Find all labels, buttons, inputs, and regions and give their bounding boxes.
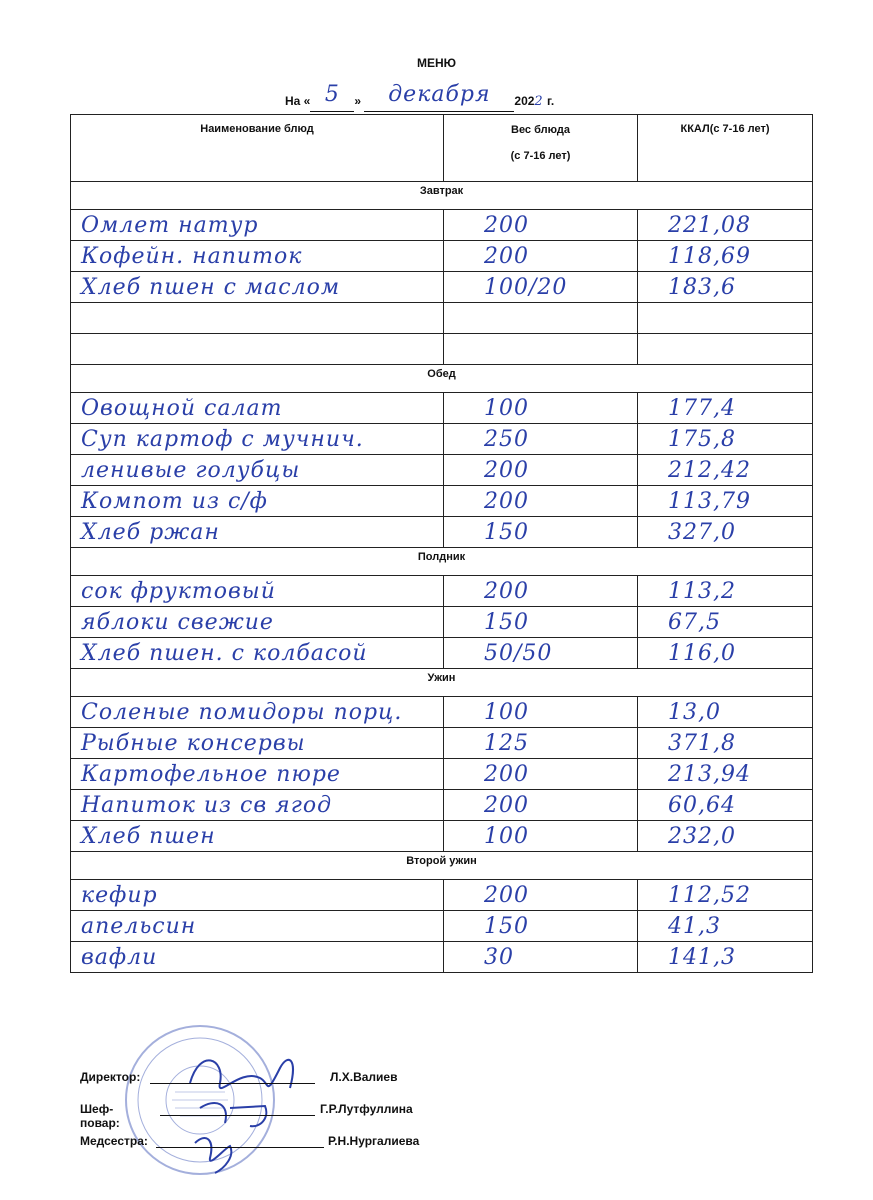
kcal-cell [638, 241, 813, 272]
section-title: Полдник [71, 548, 813, 576]
col-dish-header: Наименование блюд [71, 115, 444, 182]
kcal-cell-text: 327,0 [668, 519, 736, 545]
kcal-cell-text: 183,6 [668, 274, 736, 300]
weight-cell-text: 200 [484, 761, 529, 787]
dish-cell-text: Картофельное пюре [81, 761, 341, 787]
date-prefix: На « [285, 94, 311, 108]
dish-cell [71, 880, 444, 911]
kcal-cell [638, 576, 813, 607]
dish-cell [71, 455, 444, 486]
kcal-cell [638, 607, 813, 638]
table-row [71, 880, 813, 911]
weight-cell-text: 100/20 [484, 274, 568, 300]
dish-cell [71, 911, 444, 942]
table-row [71, 517, 813, 548]
kcal-cell [638, 486, 813, 517]
dish-cell [71, 210, 444, 241]
name-director: Л.Х.Валиев [330, 1070, 398, 1084]
kcal-cell [638, 821, 813, 852]
dish-cell-text: Напиток из св ягод [81, 792, 333, 818]
weight-cell-text: 150 [484, 609, 529, 635]
name-chef: Г.Р.Лутфуллина [320, 1102, 413, 1116]
kcal-cell [638, 697, 813, 728]
kcal-cell-text: 60,64 [668, 792, 736, 818]
table-row [71, 728, 813, 759]
dish-cell-text: Омлет натур [81, 212, 259, 238]
kcal-cell-text: 41,3 [668, 913, 721, 939]
kcal-cell-text: 141,3 [668, 944, 736, 970]
table-row [71, 821, 813, 852]
kcal-cell-text: 232,0 [668, 823, 736, 849]
kcal-cell [638, 880, 813, 911]
table-row [71, 272, 813, 303]
table-row [71, 424, 813, 455]
kcal-cell [638, 210, 813, 241]
weight-cell-text: 100 [484, 699, 529, 725]
table-row [71, 638, 813, 669]
weight-cell [444, 607, 638, 638]
year-digit: 2 [534, 94, 544, 109]
dish-cell [71, 272, 444, 303]
section-title: Завтрак [71, 182, 813, 210]
dish-cell [71, 728, 444, 759]
dish-cell [71, 241, 444, 272]
kcal-cell [638, 272, 813, 303]
kcal-cell-text: 175,8 [668, 426, 736, 452]
dish-cell-text: Хлеб пшен [81, 823, 216, 849]
section-row [71, 852, 813, 880]
kcal-cell-text: 221,08 [668, 212, 751, 238]
weight-cell [444, 517, 638, 548]
dish-cell [71, 486, 444, 517]
handwritten-signatures [170, 1028, 310, 1178]
section-row [71, 548, 813, 576]
kcal-cell [638, 790, 813, 821]
kcal-cell-text: 212,42 [668, 457, 751, 483]
dish-cell-text: апельсин [81, 913, 197, 939]
weight-cell-text: 125 [484, 730, 529, 756]
weight-cell [444, 393, 638, 424]
weight-cell [444, 455, 638, 486]
month-field [364, 82, 514, 112]
menu-table [70, 114, 813, 973]
year-suffix: г. [543, 94, 555, 108]
weight-cell [444, 241, 638, 272]
weight-cell [444, 697, 638, 728]
kcal-cell [638, 911, 813, 942]
table-row [71, 210, 813, 241]
kcal-cell-text: 116,0 [668, 640, 736, 666]
weight-cell-text: 100 [484, 395, 529, 421]
kcal-cell-text: 13,0 [668, 699, 721, 725]
dish-cell [71, 942, 444, 973]
dish-cell [71, 638, 444, 669]
dish-cell [71, 607, 444, 638]
dish-cell-text: Рыбные консервы [81, 730, 306, 756]
weight-cell-text: 200 [484, 882, 529, 908]
section-title: Второй ужин [71, 852, 813, 880]
weight-cell [444, 486, 638, 517]
section-row [71, 669, 813, 697]
table-row [71, 607, 813, 638]
weight-cell [444, 790, 638, 821]
role-chef: Шеф-повар: [80, 1102, 120, 1130]
weight-cell [444, 942, 638, 973]
dish-cell [71, 576, 444, 607]
kcal-cell-text: 177,4 [668, 395, 736, 421]
table-header-row [71, 115, 813, 182]
dish-cell-text: Овощной салат [81, 395, 283, 421]
kcal-cell-text: 118,69 [668, 243, 751, 269]
dish-cell [71, 821, 444, 852]
weight-cell-text: 200 [484, 457, 529, 483]
table-row [71, 241, 813, 272]
weight-cell [444, 334, 638, 365]
kcal-cell [638, 334, 813, 365]
weight-cell-text: 50/50 [484, 640, 553, 666]
kcal-cell-text: 67,5 [668, 609, 721, 635]
signature-line [150, 1083, 315, 1084]
dish-cell [71, 393, 444, 424]
kcal-cell-text: 113,79 [668, 488, 751, 514]
weight-cell-text: 200 [484, 792, 529, 818]
dish-cell [71, 303, 444, 334]
kcal-cell [638, 424, 813, 455]
kcal-cell [638, 517, 813, 548]
signature-line [156, 1147, 324, 1148]
weight-cell-text: 200 [484, 488, 529, 514]
kcal-cell-text: 112,52 [668, 882, 751, 908]
weight-cell-text: 250 [484, 426, 529, 452]
dish-cell-text: Кофейн. напиток [81, 243, 303, 269]
dish-cell-text: яблоки свежие [81, 609, 274, 635]
weight-cell [444, 638, 638, 669]
dish-cell-text: вафли [81, 944, 158, 970]
section-row [71, 182, 813, 210]
dish-cell [71, 697, 444, 728]
dish-cell-text: Компот из с/ф [81, 488, 268, 514]
year-prefix: 202 [514, 94, 535, 108]
kcal-cell-text: 213,94 [668, 761, 751, 787]
dish-cell-text: кефир [81, 882, 158, 908]
menu-title: МЕНЮ [416, 56, 457, 70]
weight-cell [444, 821, 638, 852]
weight-cell-text: 200 [484, 243, 529, 269]
kcal-cell-text: 113,2 [668, 578, 736, 604]
kcal-cell [638, 942, 813, 973]
dish-cell [71, 424, 444, 455]
table-row [71, 334, 813, 365]
role-nurse: Медсестра: [80, 1134, 148, 1148]
dish-cell-text: ленивые голубцы [81, 457, 301, 483]
kcal-cell [638, 455, 813, 486]
weight-cell [444, 210, 638, 241]
col-kcal-header: ККАЛ(с 7-16 лет) [638, 115, 813, 182]
kcal-cell [638, 728, 813, 759]
month-value: декабря [388, 82, 491, 107]
col-weight-header [444, 115, 638, 182]
weight-cell [444, 911, 638, 942]
dish-cell [71, 517, 444, 548]
kcal-cell [638, 393, 813, 424]
table-row [71, 393, 813, 424]
weight-cell [444, 272, 638, 303]
dish-cell-text: Хлеб ржан [81, 519, 220, 545]
weight-cell-text: 200 [484, 578, 529, 604]
weight-cell [444, 576, 638, 607]
weight-cell-text: 150 [484, 913, 529, 939]
dish-cell-text: Соленые помидоры порц. [81, 699, 403, 725]
dish-cell [71, 790, 444, 821]
dish-cell [71, 759, 444, 790]
weight-cell-text: 100 [484, 823, 529, 849]
table-row [71, 303, 813, 334]
weight-cell [444, 759, 638, 790]
table-row [71, 942, 813, 973]
dish-cell-text: Хлеб пшен. с колбасой [81, 640, 368, 666]
weight-cell [444, 880, 638, 911]
kcal-cell [638, 759, 813, 790]
weight-cell [444, 303, 638, 334]
col-weight-line1: Вес блюда [511, 124, 570, 136]
table-row [71, 455, 813, 486]
day-field [310, 82, 354, 112]
dish-cell-text: Хлеб пшен с маслом [81, 274, 341, 300]
table-row [71, 911, 813, 942]
table-row [71, 790, 813, 821]
dish-cell [71, 334, 444, 365]
menu-body [71, 182, 813, 973]
section-title: Обед [71, 365, 813, 393]
table-row [71, 759, 813, 790]
dish-cell-text: Суп картоф с мучнич. [81, 426, 364, 452]
kcal-cell-text: 371,8 [668, 730, 736, 756]
kcal-cell [638, 303, 813, 334]
weight-cell-text: 150 [484, 519, 529, 545]
table-row [71, 697, 813, 728]
col-weight-line2: (с 7-16 лет) [510, 150, 571, 162]
section-title: Ужин [71, 669, 813, 697]
table-row [71, 486, 813, 517]
signature-line [160, 1115, 315, 1116]
weight-cell-text: 200 [484, 212, 529, 238]
date-mid: » [354, 94, 362, 108]
weight-cell [444, 424, 638, 455]
kcal-cell [638, 638, 813, 669]
table-row [71, 576, 813, 607]
weight-cell-text: 30 [484, 944, 514, 970]
section-row [71, 365, 813, 393]
role-director: Директор: [80, 1070, 141, 1084]
name-nurse: Р.Н.Нургалиева [328, 1134, 420, 1148]
weight-cell [444, 728, 638, 759]
day-value: 5 [324, 82, 340, 107]
dish-cell-text: сок фруктовый [81, 578, 276, 604]
date-line [285, 82, 555, 112]
